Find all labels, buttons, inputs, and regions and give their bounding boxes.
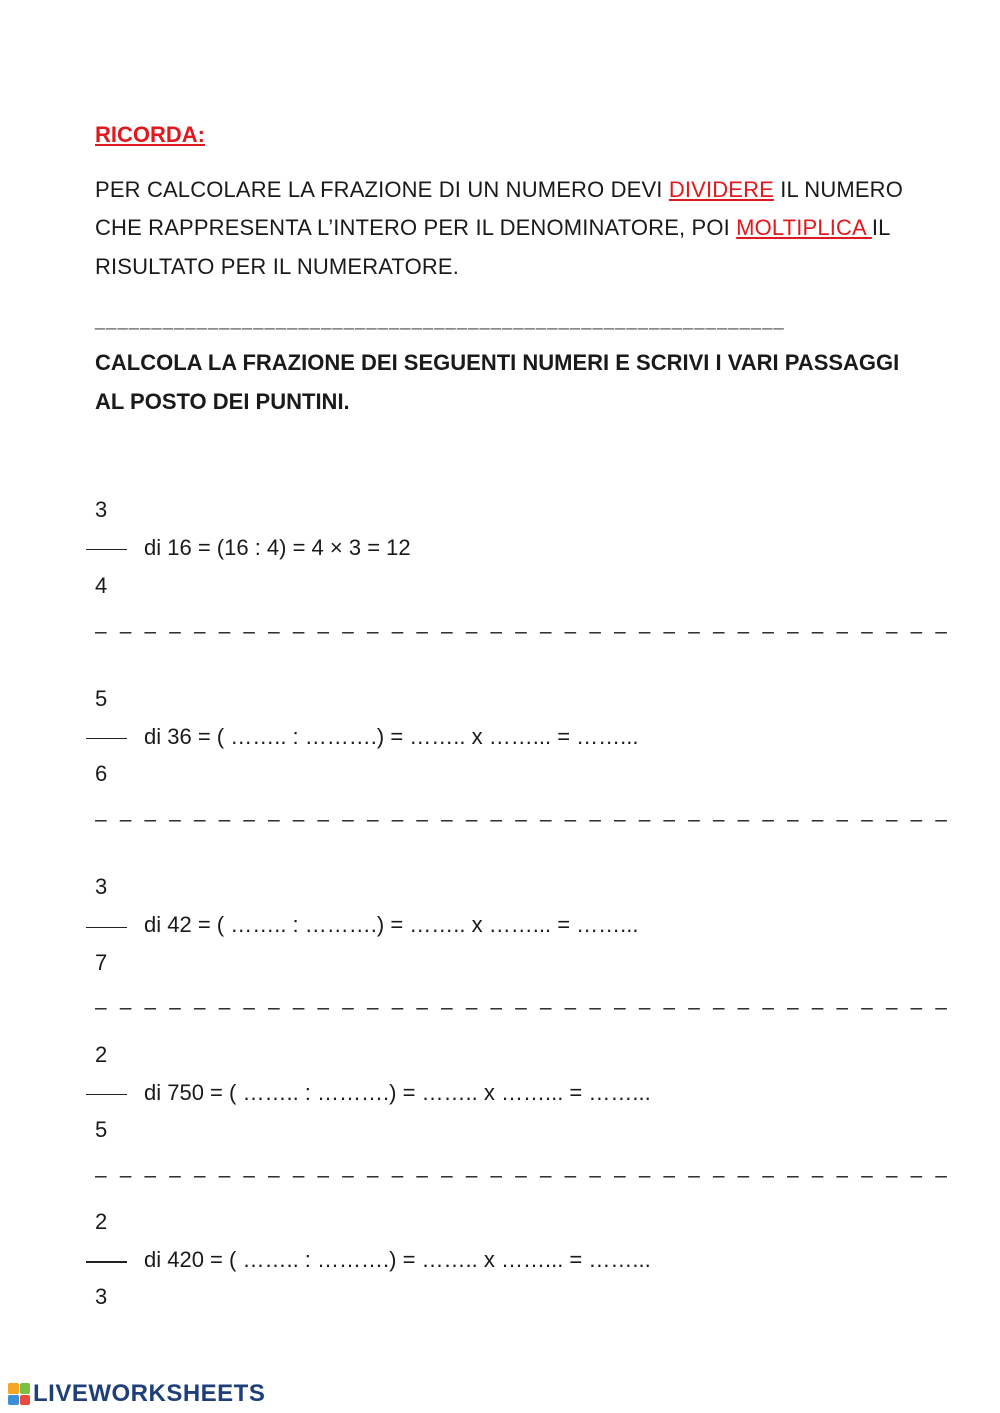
fraction-numerator: 2	[95, 1042, 108, 1067]
intro-text: CHE RAPPRESENTA L’INTERO PER IL DENOMINATORE, POI	[95, 215, 737, 240]
intro-text: PER CALCOLARE LA FRAZIONE DI UN NUMERO DEVI	[95, 177, 669, 202]
fraction-numerator: 2	[95, 1209, 108, 1234]
exercise-expression: di 36 = ( …….. : ……….) = …….. x ……... = ……...	[144, 724, 639, 749]
intro-line-3: RISULTATO PER IL NUMERATORE.	[95, 254, 459, 279]
fraction-bar	[86, 1261, 127, 1263]
liveworksheets-logo[interactable]	[8, 1380, 265, 1408]
fraction-denominator: 5	[95, 1117, 108, 1142]
liveworksheets-icon	[8, 1383, 30, 1405]
logo-text: LIVEWORKSHEETS	[33, 1380, 266, 1407]
logo-square	[8, 1383, 19, 1394]
instruction-line-1: CALCOLA LA FRAZIONE DEI SEGUENTI NUMERI E SCRIVI I VARI PASSAGGI	[95, 350, 900, 375]
intro-line-2	[95, 215, 915, 241]
fraction-bar	[86, 738, 127, 739]
exercise-expression: di 42 = ( …….. : ……….) = …….. x ……... = ……...	[144, 912, 639, 937]
exercise-divider: – – – – – – – – – – – – – – – – – – – – – – – – – – – – – – – – – – –	[95, 996, 951, 1019]
intro-line-1	[95, 177, 915, 203]
fraction-bar	[86, 549, 127, 550]
exercise-divider: – – – – – – – – – – – – – – – – – – – – – – – – – – – – – – – – – – –	[95, 620, 951, 643]
fraction-numerator: 3	[95, 497, 108, 522]
logo-square	[20, 1383, 31, 1394]
exercise-expression: di 420 = ( …….. : ……….) = …….. x ……... = ……...	[144, 1247, 651, 1272]
exercise-expression: di 16 = (16 : 4) = 4 × 3 = 12	[144, 535, 411, 560]
fraction-bar	[86, 927, 127, 928]
intro-text: IL	[871, 215, 891, 240]
fraction-denominator: 7	[95, 950, 108, 975]
intro-text: IL NUMERO	[773, 177, 903, 202]
exercise-divider: – – – – – – – – – – – – – – – – – – – – – – – – – – – – – – – – – – –	[95, 1164, 951, 1187]
multiply-keyword: MOLTIPLICA	[736, 215, 872, 240]
remember-heading: RICORDA:	[95, 122, 205, 147]
fraction-denominator: 6	[95, 761, 108, 786]
logo-square	[8, 1395, 19, 1406]
fraction-bar	[86, 1094, 127, 1095]
fraction-denominator: 4	[95, 573, 108, 598]
exercise-divider: – – – – – – – – – – – – – – – – – – – – – – – – – – – – – – – – – – –	[95, 808, 951, 831]
fraction-denominator: 3	[95, 1284, 108, 1309]
section-separator: _____________________________________________________________	[95, 310, 785, 330]
logo-square	[20, 1395, 31, 1406]
fraction-numerator: 5	[95, 686, 108, 711]
instruction-line-2: AL POSTO DEI PUNTINI.	[95, 389, 350, 414]
divide-keyword: DIVIDERE	[668, 177, 774, 202]
fraction-numerator: 3	[95, 874, 108, 899]
exercise-expression: di 750 = ( …….. : ……….) = …….. x ……... = ……...	[144, 1080, 651, 1105]
